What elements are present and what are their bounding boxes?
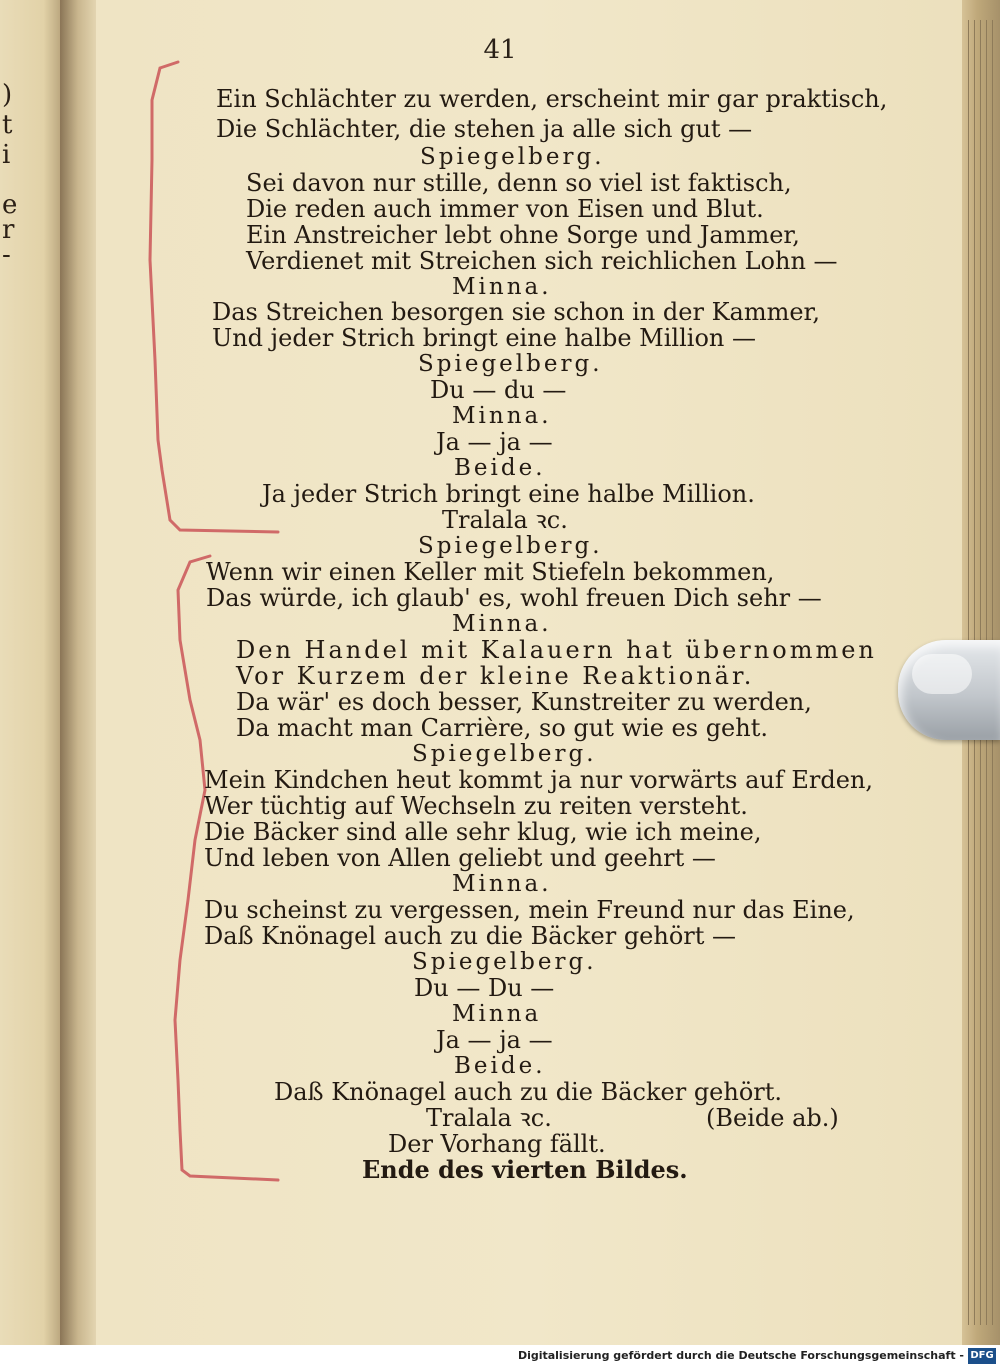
act-end-heading: Ende des vierten Bildes.: [362, 1155, 688, 1184]
verse-line: Daß Knönagel auch zu die Bäcker gehört —: [204, 922, 737, 950]
verse-line: Du scheinst zu vergessen, mein Freund nur das Eine,: [204, 896, 855, 924]
speaker-name: Beide.: [454, 455, 546, 481]
verse-line: Die reden auch immer von Eisen und Blut.: [246, 195, 764, 223]
speaker-name: Spiegelberg.: [412, 949, 597, 975]
verse-line: Und leben von Allen geliebt und geehrt —: [204, 844, 716, 872]
speaker-name: Minna.: [452, 274, 552, 300]
verse-line: Du — Du —: [414, 974, 555, 1002]
verse-line: Ja jeder Strich bringt eine halbe Million.: [262, 480, 755, 508]
verse-line: Tralala ꝛc.: [442, 506, 568, 534]
verse-line: Wenn wir einen Keller mit Stiefeln bekommen,: [206, 558, 775, 586]
left-page-char: r: [2, 215, 15, 245]
verse-line: Verdienet mit Streichen sich reichlichen Lohn —: [246, 247, 838, 275]
verse-line: Das Streichen besorgen sie schon in der Kammer,: [212, 298, 821, 326]
speaker-name: Beide.: [454, 1053, 546, 1079]
verse-line: Den Handel mit Kalauern hat übernommen: [236, 636, 877, 664]
verse-line: Ein Anstreicher lebt ohne Sorge und Jammer,: [246, 221, 800, 249]
verse-line: Ja — ja —: [436, 428, 553, 456]
speaker-name: Spiegelberg.: [412, 741, 597, 767]
speaker-name: Spiegelberg.: [420, 144, 605, 170]
speaker-name: Minna.: [452, 403, 552, 429]
verse-line: Tralala ꝛc.: [426, 1104, 552, 1132]
left-page-char: t: [2, 110, 13, 140]
verse-line: Die Schlächter, die stehen ja alle sich gut —: [216, 115, 753, 143]
speaker-name: Minna: [452, 1001, 542, 1027]
verse-line: Das würde, ich glaub' es, wohl freuen Dich sehr —: [206, 584, 822, 612]
speaker-name: Minna.: [452, 871, 552, 897]
verse-line: Vor Kurzem der kleine Reaktionär.: [236, 662, 755, 690]
verse-line: Daß Knönagel auch zu die Bäcker gehört.: [274, 1078, 783, 1106]
verse-line: Sei davon nur stille, denn so viel ist faktisch,: [246, 169, 792, 197]
verse-line: Der Vorhang fällt.: [388, 1130, 606, 1158]
left-page-char: -: [2, 240, 11, 270]
verse-line: Ein Schlächter zu werden, erscheint mir gar praktisch,: [216, 85, 888, 113]
left-page-char: e: [2, 190, 18, 220]
verse-line: Mein Kindchen heut kommt ja nur vorwärts auf Erden,: [204, 766, 874, 794]
left-page-char: i: [2, 140, 11, 170]
verse-line: Da macht man Carrière, so gut wie es geht.: [236, 714, 768, 742]
speaker-name: Spiegelberg.: [418, 533, 603, 559]
speaker-name: Spiegelberg.: [418, 351, 603, 377]
speaker-name: Minna.: [452, 611, 552, 637]
footer-bar: [0, 1345, 1000, 1368]
verse-line: Wer tüchtig auf Wechseln zu reiten versteht.: [204, 792, 748, 820]
verse-line: Da wär' es doch besser, Kunstreiter zu werden,: [236, 688, 812, 716]
dfg-logo: DFG: [968, 1348, 996, 1364]
page-number: 41: [483, 35, 517, 65]
left-page-char: ): [2, 80, 13, 110]
verse-line: Ja — ja —: [436, 1026, 553, 1054]
verse-line: Du — du —: [430, 376, 567, 404]
verse-line: Die Bäcker sind alle sehr klug, wie ich meine,: [204, 818, 762, 846]
verse-line: Und jeder Strich bringt eine halbe Million —: [212, 324, 756, 352]
funding-notice: Digitalisierung gefördert durch die Deutsche Forschungsgemeinschaft -: [517, 1349, 964, 1362]
stage-direction: (Beide ab.): [706, 1104, 839, 1132]
